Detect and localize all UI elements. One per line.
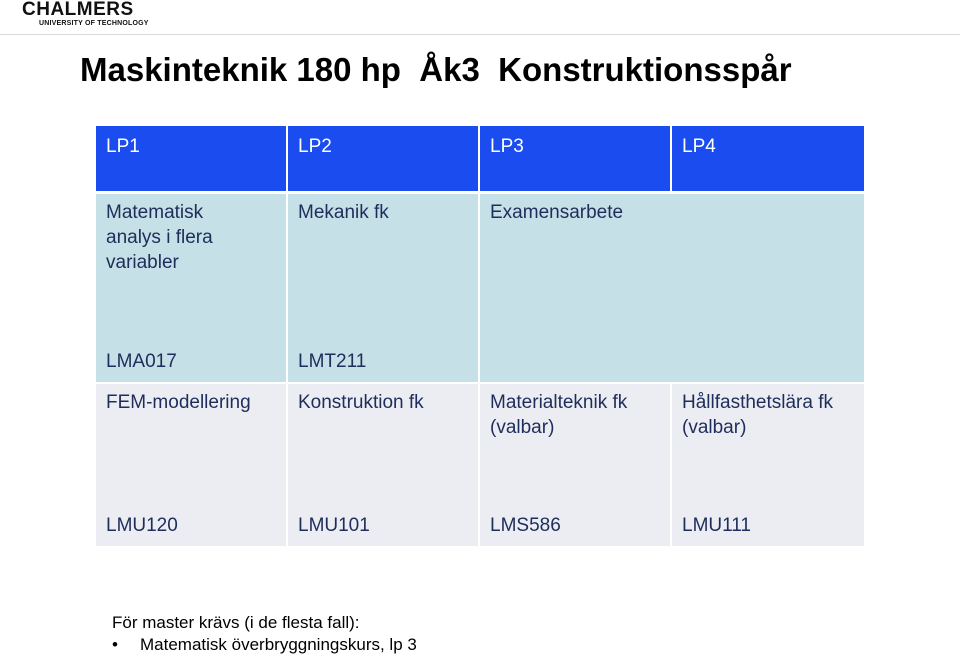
course-code: LMS586 xyxy=(490,515,561,536)
header-lp3: LP3 xyxy=(480,126,670,191)
course-code: LMT211 xyxy=(298,351,367,372)
course-code: LMU111 xyxy=(682,515,751,536)
course-name: Materialteknik fk (valbar) xyxy=(490,392,628,438)
course-table xyxy=(96,126,864,546)
course-cell xyxy=(288,384,478,546)
course-code: LMU101 xyxy=(298,515,370,536)
bullet-icon: • xyxy=(112,635,118,654)
course-name: Mekanik fk xyxy=(298,202,389,223)
header-lp2: LP2 xyxy=(288,126,478,191)
course-code: LMU120 xyxy=(106,515,178,536)
course-name: Examensarbete xyxy=(490,202,624,223)
course-cell xyxy=(288,194,478,382)
bullet-text: Matematisk överbryggningskurs, lp 3 xyxy=(140,635,417,654)
course-cell xyxy=(480,384,670,546)
course-code: LMA017 xyxy=(106,351,177,372)
header-lp1: LP1 xyxy=(96,126,286,191)
note-bullet-item xyxy=(112,634,417,656)
top-bar xyxy=(0,0,960,35)
logo-subtitle: UNIVERSITY OF TECHNOLOGY xyxy=(39,20,149,27)
header-lp4: LP4 xyxy=(672,126,864,191)
course-cell xyxy=(672,384,864,546)
master-note: För master krävs (i de flesta fall): xyxy=(112,613,360,632)
logo-name: CHALMERS xyxy=(22,0,134,20)
page-title: Maskinteknik 180 hp Åk3 Konstruktionsspår xyxy=(80,51,792,88)
course-name: FEM-modellering xyxy=(106,392,251,413)
course-name: Konstruktion fk xyxy=(298,392,424,413)
course-name: Hållfasthetslära fk (valbar) xyxy=(682,392,834,438)
course-cell-thesis xyxy=(480,194,864,382)
course-name: Matematisk analys i flera variabler xyxy=(106,202,213,273)
course-cell xyxy=(96,194,286,382)
chalmers-logo xyxy=(22,0,149,28)
course-cell xyxy=(96,384,286,546)
